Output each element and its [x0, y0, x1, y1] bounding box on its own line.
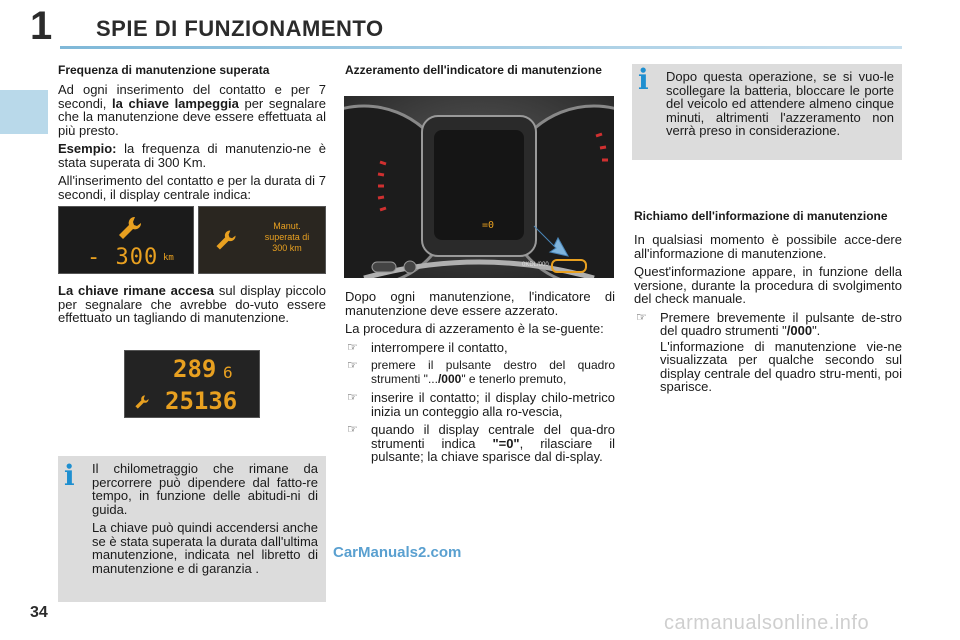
wrench-icon [115, 213, 145, 243]
page-title: SPIE DI FUNZIONAMENTO [96, 16, 384, 41]
middle-column-heading [345, 64, 615, 83]
trip-value: 289 [173, 355, 217, 383]
display-value: - 300 [87, 245, 159, 270]
wrench-icon [133, 393, 151, 411]
display-wrench-km [58, 206, 194, 274]
watermark-link[interactable]: CarManuals2.com [333, 544, 462, 561]
odometer-value: 25136 [165, 387, 238, 415]
title-rule [60, 46, 902, 49]
pointing-hand-icon: ☞ [636, 309, 647, 324]
info-paragraph: Il chilometraggio che rimane da percorrere può dipendere dal fatto-re tempo, in funzione delle abitudi-ni di guida. [92, 461, 318, 517]
section-heading-recall: Richiamo dell'informazione di manutenzione [634, 209, 888, 223]
pointing-hand-icon: ☞ [347, 422, 358, 436]
right-column [634, 210, 902, 399]
section-heading-maintenance-exceeded: Frequenza di manutenzione superata [58, 63, 270, 77]
instrument-cluster-image [344, 96, 614, 278]
message-line: Manut. [273, 221, 301, 231]
cluster-reset-label: 0KDL/000 [522, 262, 549, 268]
paragraph: Dopo ogni manutenzione, l'indicatore di manutenzione deve essere azzerato. [345, 289, 615, 318]
trip-decimal: 6 [223, 363, 233, 382]
message-line: superata di [264, 232, 310, 242]
display-unit: km [163, 253, 174, 263]
left-column-cont [58, 284, 326, 330]
message-line: 300 km [272, 243, 302, 253]
wrench-icon [213, 227, 239, 253]
display-odometer [124, 350, 260, 418]
cluster-display-text: =0 [482, 220, 495, 231]
list-item: ☞ Premere brevemente il pulsante de-stro del quadro strumenti "/000". [636, 309, 902, 338]
chapter-number: 1 [30, 4, 53, 48]
info-icon: i [638, 63, 649, 96]
middle-column [345, 290, 615, 469]
paragraph: Ad ogni inserimento del contatto e per 7 secondi, la chiave lampeggia per segnalare che la manutenzione deve essere effettuata al più presto. [58, 82, 326, 138]
display-maintenance-message [198, 206, 326, 274]
paragraph-example: Esempio: la frequenza di manutenzio-ne è stata superata di 300 Km. [58, 141, 326, 170]
pointing-hand-icon: ☞ [347, 339, 358, 354]
info-box-right [632, 64, 902, 160]
recall-steps-list [634, 311, 902, 338]
paragraph: Quest'informazione appare, in funzione della versione, durante la procedura di svolgimento del check manuale. [634, 264, 902, 306]
paragraph: In qualsiasi momento è possibile acce-dere all'informazione di manutenzione. [634, 232, 902, 261]
left-column [58, 64, 326, 206]
reset-steps-list [345, 341, 615, 464]
list-item: ☞ quando il display centrale del qua-dro strumenti indica "=0", rilasciare il pulsante; la chiave sparisce dal di-splay. [347, 422, 615, 464]
info-box-left [58, 456, 326, 602]
list-item: ☞ interrompere il contatto, [347, 339, 508, 355]
info-paragraph: Dopo questa operazione, se si vuo-le scollegare la batteria, bloccare le porte del veicolo ed attendere almeno cinque minuti, altrimenti l'azzeramento non verrà preso in considerazione. [666, 69, 894, 138]
section-heading-reset: Azzeramento dell'indicatore di manutenzione [345, 63, 602, 77]
info-paragraph: La chiave può quindi accendersi anche se è stata superata la durata dall'ultima manutenzione, indicata nel libretto di manutenzione e di garanzia . [92, 520, 318, 576]
paragraph: La chiave rimane accesa sul display piccolo per segnalare che avrebbe do-vuto essere effettuato un tagliando di manutenzione. [58, 283, 326, 325]
list-item-continuation: L'informazione di manutenzione vie-ne visualizzata per qualche secondo sul display centrale del quadro stru-menti, poi sparisce. [660, 338, 902, 394]
page-number: 34 [30, 604, 48, 621]
cluster-illustration [344, 96, 614, 278]
pointing-hand-icon: ☞ [347, 358, 358, 372]
watermark-bottom: carmanualsonline.info [664, 612, 870, 634]
info-icon: i [64, 459, 75, 492]
paragraph: La procedura di azzeramento è la se-guente: [345, 321, 604, 336]
list-item: ☞ inserire il contatto; il display chilo-metrico inizia un conteggio alla ro-vescia, [347, 390, 615, 419]
pointing-hand-icon: ☞ [347, 390, 358, 404]
list-item: ☞ premere il pulsante destro del quadro strumenti ".../000" e tenerlo premuto, [347, 358, 615, 386]
chapter-side-tab [0, 90, 48, 134]
paragraph: All'inserimento del contatto e per la durata di 7 secondi, il display centrale indica: [58, 173, 326, 202]
